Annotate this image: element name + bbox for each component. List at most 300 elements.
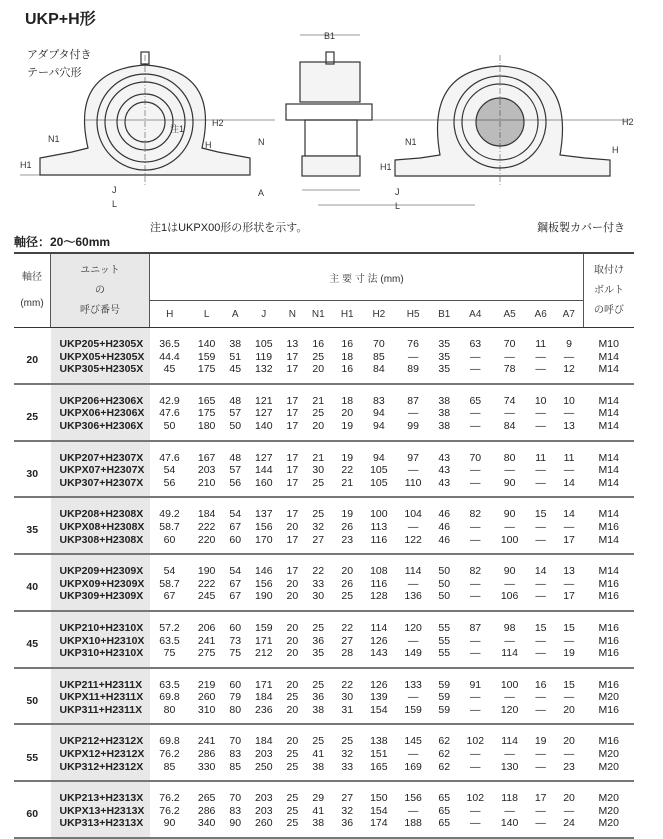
header-dim-j: J: [247, 301, 281, 328]
dim-h1: 21: [333, 477, 362, 498]
bolt-size: M14: [598, 407, 619, 420]
unit-number: UKP313+H2313X: [51, 817, 150, 838]
dim-h: 54: [163, 464, 176, 477]
table-row: [14, 441, 634, 465]
header-dim-n1: N1: [304, 301, 333, 328]
dim-h5: 159: [396, 704, 430, 725]
dim-l: 245: [189, 590, 223, 611]
dim-h5: 89: [396, 363, 430, 384]
dim-j: 184: [255, 735, 273, 748]
dim-h: 63.5: [159, 678, 180, 691]
dim-a5: 140: [492, 817, 526, 838]
dim-n1: 30: [312, 464, 325, 477]
dim-h5: 76: [407, 338, 419, 350]
bolt-size: M16: [598, 577, 619, 590]
unit-number: UKP206+H2306X: [51, 384, 150, 408]
dim-a4: 91: [469, 678, 482, 691]
unit-number: UKP305+H2305X: [51, 363, 150, 384]
table-row: [14, 407, 634, 420]
dim-a6: —: [535, 407, 546, 420]
dim-a4: —: [458, 534, 492, 555]
dim-n: 20: [286, 621, 299, 634]
dim-h5: —: [407, 464, 419, 477]
dim-a6: —: [527, 534, 555, 555]
unit-number: UKPX07+H2307X: [51, 464, 150, 477]
unit-number: UKP310+H2310X: [51, 647, 150, 668]
dim-a7: 17: [555, 590, 584, 611]
label-h1-right: H1: [380, 162, 392, 172]
table-row: [14, 384, 634, 408]
dim-a7: 9: [566, 338, 572, 350]
bolt-size: M14: [584, 534, 635, 555]
dim-n1: 22: [312, 565, 325, 578]
table-row: [14, 590, 634, 611]
table-row: [14, 724, 634, 748]
dim-a5: 90: [503, 508, 516, 521]
table-row: [14, 420, 634, 441]
dim-a4: 70: [469, 451, 482, 464]
shaft-diameter: 30: [14, 441, 51, 498]
dim-a4: —: [458, 761, 492, 782]
dim-b1: 50: [430, 590, 458, 611]
dim-a7: 15: [563, 621, 575, 634]
dim-n1: 25: [304, 477, 333, 498]
header-bolt: [584, 253, 635, 328]
dim-n: 17: [281, 534, 304, 555]
dim-a6: —: [527, 363, 555, 384]
dim-j: 127: [255, 451, 273, 464]
dim-j: 119: [255, 350, 273, 363]
dim-h2: 105: [370, 464, 388, 477]
dim-b1: 46: [438, 508, 451, 521]
table-row: [14, 578, 634, 591]
dim-a5: —: [504, 520, 515, 533]
dim-j: 203: [255, 804, 273, 817]
dim-a5: 130: [492, 761, 526, 782]
dim-h2: 150: [370, 792, 388, 805]
dim-b1: 59: [438, 691, 451, 704]
dim-a4: —: [458, 420, 492, 441]
dim-a: 60: [229, 621, 242, 634]
bolt-size: M20: [584, 761, 635, 782]
label-h2-right: H2: [622, 117, 634, 127]
page-title: UKP+H形: [25, 11, 96, 28]
header-shaft: [14, 253, 51, 328]
dim-h5: —: [407, 804, 419, 817]
dim-a7: 12: [555, 363, 584, 384]
header-shaft-label: 軸径: [22, 271, 42, 283]
dim-b1: 62: [438, 748, 451, 761]
dim-h2: 108: [370, 565, 388, 578]
dim-n: 17: [286, 565, 299, 578]
dim-h2: 85: [373, 350, 385, 363]
bolt-size: M20: [598, 691, 619, 704]
header-dim-b1: B1: [430, 301, 458, 328]
bolt-size: M14: [598, 350, 619, 363]
dim-h2: 114: [370, 621, 388, 634]
dim-h: 90: [150, 817, 190, 838]
dim-h2: 138: [370, 735, 388, 748]
note-text: 注1はUKPX00形の形状を示す。: [150, 222, 308, 234]
dim-l: 159: [197, 350, 216, 363]
dim-h2: 116: [362, 534, 396, 555]
dim-l: 175: [189, 363, 223, 384]
label-l: L: [112, 199, 118, 209]
dim-a4: —: [470, 634, 481, 647]
dim-n1: 25: [312, 735, 325, 748]
unit-number: UKP208+H2308X: [51, 497, 150, 521]
dim-n: 20: [286, 577, 299, 590]
dim-h1: 19: [341, 451, 354, 464]
dim-a7: —: [563, 350, 575, 363]
dim-h: 56: [150, 477, 190, 498]
dim-a6: —: [535, 748, 546, 761]
dim-a5: —: [504, 407, 515, 420]
table-row: [14, 497, 634, 521]
table-row: [14, 704, 634, 725]
bolt-size: M14: [598, 464, 619, 477]
dim-h5: 145: [404, 735, 422, 748]
dim-h5: 97: [407, 451, 419, 464]
dim-h2: 94: [362, 420, 396, 441]
dim-a: 83: [229, 804, 242, 817]
dim-a4: 65: [469, 394, 482, 407]
unit-number: UKPX11+H2311X: [51, 691, 150, 704]
dim-b1: 38: [430, 420, 458, 441]
bolt-size: M14: [584, 477, 635, 498]
dim-a7: —: [563, 634, 575, 647]
dim-n: 20: [286, 634, 299, 647]
dim-h1: 33: [333, 761, 362, 782]
dim-a6: —: [535, 577, 546, 590]
dim-a: 54: [229, 508, 242, 521]
dim-h1: 26: [341, 577, 354, 590]
dim-j: 236: [247, 704, 281, 725]
dim-a4: 63: [469, 338, 482, 350]
dim-a: 67: [229, 520, 242, 533]
dim-h5: 156: [404, 792, 422, 805]
label-note1: 注1: [170, 124, 185, 134]
table-row: [14, 805, 634, 818]
dim-a7: 20: [563, 792, 575, 805]
dim-a: 90: [224, 817, 247, 838]
dim-h2: 128: [362, 590, 396, 611]
table-row: [14, 611, 634, 635]
dim-n: 25: [281, 761, 304, 782]
dim-b1: 62: [430, 761, 458, 782]
dim-h1: 20: [341, 565, 354, 578]
bolt-size: M14: [584, 420, 635, 441]
dim-h1: 20: [341, 407, 354, 420]
bolt-size: M14: [598, 451, 619, 464]
dim-h: 69.8: [159, 735, 180, 748]
bearing-drawings: [0, 0, 663, 215]
dim-a7: 15: [563, 678, 575, 691]
unit-number: UKP309+H2309X: [51, 590, 150, 611]
header-unit-l1: ユニット: [80, 264, 120, 276]
unit-number: UKP308+H2308X: [51, 534, 150, 555]
dim-a6: —: [527, 590, 555, 611]
table-row: [14, 761, 634, 782]
dim-n1: 27: [304, 534, 333, 555]
unit-number: UKPX12+H2312X: [51, 748, 150, 761]
dim-a4: 87: [469, 621, 482, 634]
dim-h1: 25: [333, 590, 362, 611]
header-dim-h5: H5: [396, 301, 430, 328]
dim-a5: 70: [503, 338, 516, 350]
dim-h2: 94: [373, 407, 385, 420]
dim-n: 17: [286, 508, 299, 521]
dim-a6: —: [527, 647, 555, 668]
dim-h1: 22: [341, 464, 354, 477]
dim-l: 241: [197, 634, 216, 647]
dim-l: 165: [197, 394, 216, 407]
table-row: [14, 464, 634, 477]
dim-a7: 23: [555, 761, 584, 782]
dim-h: 76.2: [159, 804, 180, 817]
dim-h: 49.2: [159, 508, 180, 521]
dim-a: 67: [224, 590, 247, 611]
label-b1: B1: [324, 31, 336, 41]
dim-h: 76.2: [159, 792, 180, 805]
dim-a4: 102: [466, 792, 485, 805]
dim-n1: 41: [312, 804, 325, 817]
header-dim-a5: A5: [492, 301, 526, 328]
dim-h2: 154: [362, 704, 396, 725]
dim-a4: —: [470, 407, 481, 420]
dim-n1: 41: [312, 748, 325, 761]
dim-h5: —: [407, 577, 419, 590]
bolt-size: M16: [598, 678, 619, 691]
dim-n: 17: [286, 350, 299, 363]
dim-a: 54: [229, 565, 242, 578]
dim-a5: —: [504, 464, 515, 477]
dim-a7: —: [563, 407, 575, 420]
dim-a5: —: [504, 804, 515, 817]
dim-b1: 35: [438, 350, 451, 363]
dim-b1: 35: [430, 363, 458, 384]
unit-number: UKPX09+H2309X: [51, 578, 150, 591]
table-row: [14, 668, 634, 692]
dim-a5: 120: [492, 704, 526, 725]
dim-h1: 19: [341, 508, 354, 521]
dim-h5: —: [407, 520, 419, 533]
dim-h2: 126: [370, 678, 388, 691]
dim-h: 54: [163, 565, 176, 578]
dim-b1: 35: [438, 338, 451, 350]
dim-h5: 149: [396, 647, 430, 668]
dim-b1: 65: [438, 792, 451, 805]
dim-l: 222: [197, 577, 216, 590]
dim-a4: —: [470, 748, 481, 761]
dim-a6: —: [527, 704, 555, 725]
dim-a: 48: [229, 394, 242, 407]
dim-n1: 21: [312, 451, 325, 464]
bolt-size: M20: [598, 792, 619, 805]
dim-a6: —: [535, 804, 546, 817]
dim-h2: 154: [370, 804, 388, 817]
dim-n1: 16: [312, 338, 325, 350]
dim-n: 20: [281, 590, 304, 611]
dim-n1: 38: [304, 817, 333, 838]
dim-a5: 106: [492, 590, 526, 611]
bolt-size: M16: [598, 621, 619, 634]
dim-h: 80: [150, 704, 190, 725]
dim-a6: 16: [534, 678, 547, 691]
dim-a6: —: [535, 634, 546, 647]
label-j: J: [112, 185, 117, 195]
dim-b1: 46: [438, 520, 451, 533]
unit-number: UKP307+H2307X: [51, 477, 150, 498]
dim-n1: 21: [312, 394, 325, 407]
dim-h1: 22: [341, 621, 354, 634]
bolt-size: M16: [584, 647, 635, 668]
dim-h: 42.9: [159, 394, 180, 407]
dim-j: 132: [247, 363, 281, 384]
dim-a: 79: [229, 691, 242, 704]
dim-h2: 94: [373, 451, 385, 464]
unit-number: UKPX13+H2313X: [51, 805, 150, 818]
dim-h5: 188: [396, 817, 430, 838]
side-view-drawing: [286, 35, 372, 190]
dim-j: 121: [255, 394, 273, 407]
dim-l: 180: [189, 420, 223, 441]
shaft-diameter: 40: [14, 554, 51, 611]
dim-b1: 65: [430, 817, 458, 838]
header-dim-h: H: [150, 301, 190, 328]
header-bolt-l2: ボルト: [594, 284, 624, 296]
dim-h5: —: [407, 634, 419, 647]
dim-h1: 16: [341, 338, 354, 350]
dim-j: 171: [255, 634, 273, 647]
table-row: [14, 635, 634, 648]
dim-a6: 11: [535, 451, 547, 464]
dim-a: 60: [229, 678, 242, 691]
dim-j: 156: [255, 520, 273, 533]
dim-l: 210: [189, 477, 223, 498]
unit-number: UKPX10+H2310X: [51, 635, 150, 648]
dim-l: 241: [197, 735, 216, 748]
dim-n: 25: [286, 748, 299, 761]
dim-n: 13: [286, 338, 299, 350]
dim-n: 20: [281, 704, 304, 725]
dim-j: 105: [255, 338, 273, 350]
dim-h: 45: [150, 363, 190, 384]
dim-a4: —: [458, 647, 492, 668]
label-h: H: [205, 140, 212, 150]
bolt-size: M14: [584, 363, 635, 384]
dim-h5: 133: [404, 678, 422, 691]
bolt-size: M16: [584, 704, 635, 725]
shaft-diameter: 20: [14, 328, 51, 384]
dim-b1: 55: [438, 634, 451, 647]
dim-h1: 25: [341, 735, 354, 748]
header-bolt-l3: の呼び: [594, 304, 624, 316]
dim-a7: 24: [555, 817, 584, 838]
dim-l: 167: [197, 451, 216, 464]
dim-a7: 19: [555, 647, 584, 668]
table-row: [14, 691, 634, 704]
dim-a5: 98: [503, 621, 516, 634]
header-dim-a4: A4: [458, 301, 492, 328]
dim-h5: 122: [396, 534, 430, 555]
shaft-diameter: 60: [14, 781, 51, 838]
dim-n1: 25: [312, 407, 325, 420]
dim-a5: 90: [492, 477, 526, 498]
bolt-size: M20: [598, 804, 619, 817]
dim-a4: —: [470, 804, 481, 817]
dim-a6: 15: [534, 621, 547, 634]
bolt-size: M14: [598, 394, 619, 407]
dim-h1: 32: [341, 804, 354, 817]
dimensions-table: [14, 252, 634, 839]
dim-h1: 27: [341, 792, 354, 805]
dim-n: 17: [281, 420, 304, 441]
dim-a7: —: [563, 577, 575, 590]
dim-a6: —: [535, 350, 546, 363]
dim-n: 17: [286, 464, 299, 477]
dim-b1: 46: [430, 534, 458, 555]
unit-number: UKP207+H2307X: [51, 441, 150, 465]
dim-a: 38: [229, 338, 242, 350]
dim-j: 140: [247, 420, 281, 441]
dim-n: 20: [281, 647, 304, 668]
subtitle-line: テーパ穴形: [27, 67, 82, 79]
dim-l: 310: [189, 704, 223, 725]
dim-b1: 50: [438, 577, 451, 590]
shaft-diameter: 50: [14, 668, 51, 725]
table-row: [14, 781, 634, 805]
dim-h1: 18: [341, 394, 354, 407]
label-n1: N1: [48, 134, 60, 144]
dim-h1: 30: [341, 691, 354, 704]
dim-a6: 15: [534, 508, 547, 521]
dim-h: 69.8: [159, 691, 180, 704]
dim-a: 51: [229, 350, 242, 363]
dim-h2: 116: [370, 577, 388, 590]
dim-j: 250: [247, 761, 281, 782]
dim-h5: 104: [404, 508, 422, 521]
dim-h5: 114: [404, 565, 422, 578]
dim-a4: —: [458, 477, 492, 498]
table-row: [14, 328, 634, 351]
dim-l: 206: [197, 621, 216, 634]
dim-n1: 35: [304, 647, 333, 668]
header-dim-h1: H1: [333, 301, 362, 328]
dim-a5: 84: [492, 420, 526, 441]
table-row: [14, 748, 634, 761]
dim-h5: 110: [396, 477, 430, 498]
dim-n1: 36: [312, 691, 325, 704]
table-row: [14, 477, 634, 498]
header-dim-a6: A6: [527, 301, 555, 328]
dim-h: 63.5: [159, 634, 180, 647]
dim-j: 203: [255, 748, 273, 761]
table-row: [14, 534, 634, 555]
dim-a7: —: [563, 748, 575, 761]
dim-l: 190: [197, 565, 216, 578]
dim-a5: 80: [503, 451, 516, 464]
dim-b1: 50: [438, 565, 451, 578]
dim-n1: 20: [304, 420, 333, 441]
dim-n: 17: [286, 451, 299, 464]
bolt-size: M14: [598, 508, 619, 521]
dim-h2: 126: [370, 634, 388, 647]
dim-h: 36.5: [159, 338, 180, 350]
dim-h2: 105: [362, 477, 396, 498]
label-n: N: [258, 137, 265, 147]
dim-h1: 36: [333, 817, 362, 838]
